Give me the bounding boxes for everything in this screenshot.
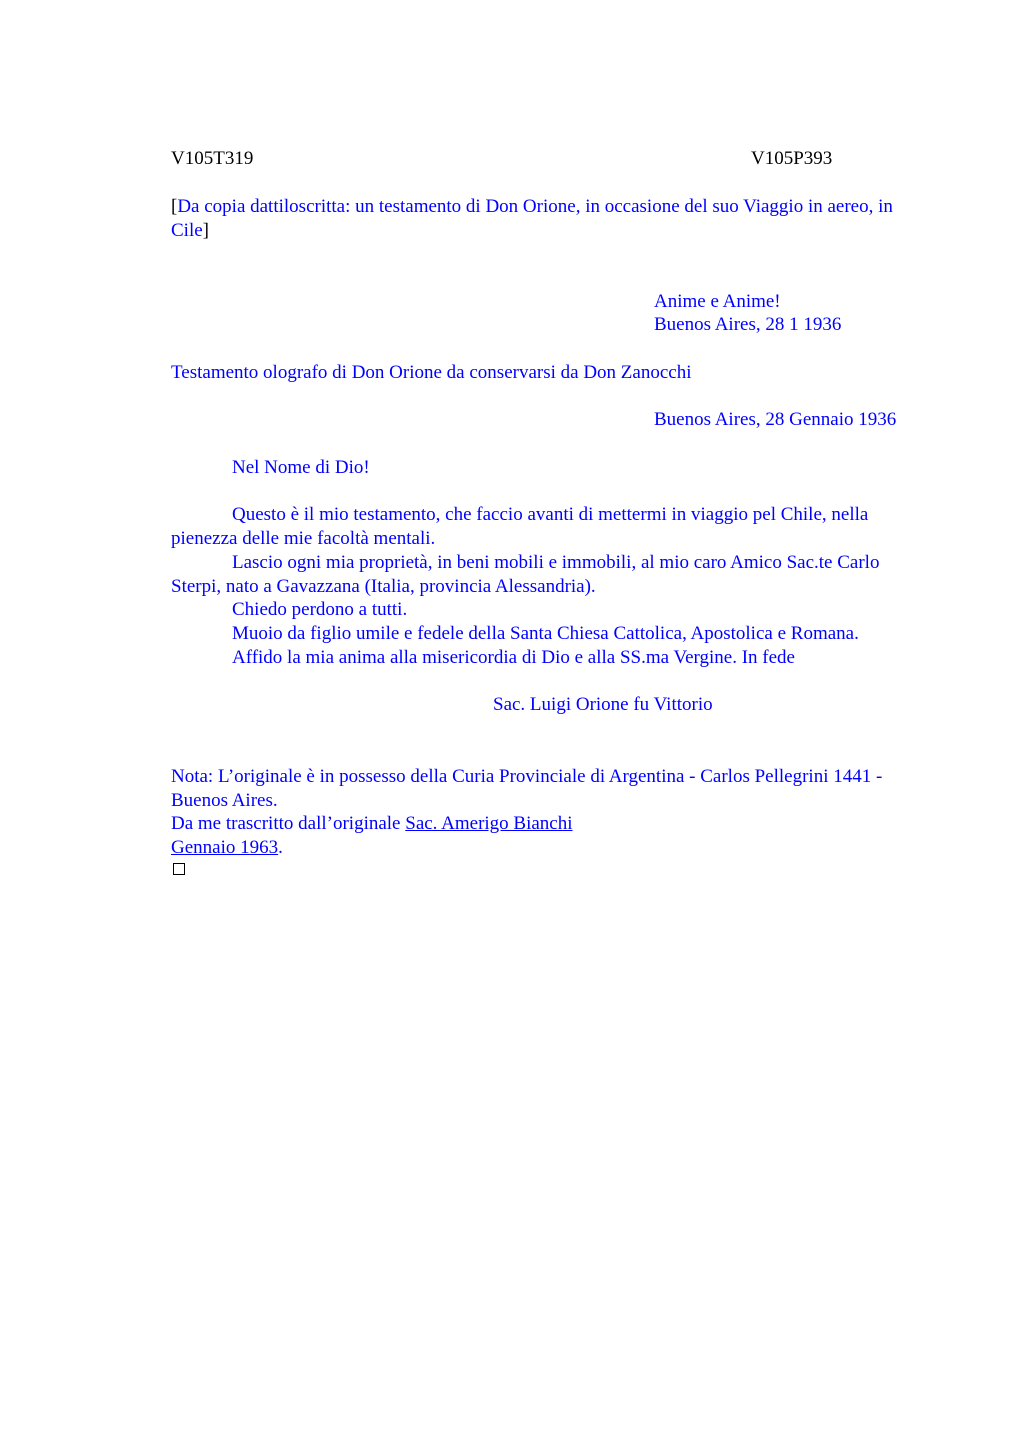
body-paragraph-4: Muoio da figlio umile e fedele della Santa Chiesa Cattolica, Apostolica e Romana.: [232, 623, 859, 644]
transcription-date: Gennaio 1963: [171, 837, 279, 858]
left-code: V105T319: [171, 148, 254, 169]
invocation: Nel Nome di Dio!: [232, 457, 370, 478]
motto-date: Buenos Aires, 28 1 1936: [654, 314, 842, 335]
intro-note: [171, 195, 911, 242]
body-paragraph-2: Lascio ogni mia proprietà, in beni mobili e immobili, al mio caro Amico Sac.te Carlo Sterpi, nato a Gavazzana (Italia, provincia Alessandria).: [171, 552, 880, 597]
transcription-line: [171, 812, 573, 836]
intro-close-bracket: ]: [202, 219, 209, 241]
motto-line: Anime e Anime!: [654, 291, 781, 312]
body-paragraph-3: Chiedo perdono a tutti.: [232, 599, 408, 620]
transcription-date-suffix: .: [278, 837, 283, 858]
right-code: V105P393: [751, 148, 833, 169]
transcriber-name: Sac. Amerigo Bianchi: [405, 813, 573, 834]
checkbox-glyph-icon: [173, 863, 185, 875]
transcription-date-line: [171, 836, 283, 860]
body-paragraph-1: Questo è il mio testamento, che faccio avanti di mettermi in viaggio pel Chile, nella pienezza delle mie facoltà mentali.: [171, 504, 869, 549]
transcription-prefix: Da me trascritto dall’originale: [171, 813, 406, 834]
body-paragraph-5: Affido la mia anima alla misericordia di Dio e alla SS.ma Vergine. In fede: [232, 647, 795, 668]
intro-text: Da copia dattiloscritta: un testamento di Don Orione, in occasione del suo Viaggio in aereo, in Cile: [171, 196, 893, 241]
signature: Sac. Luigi Orione fu Vittorio: [493, 694, 713, 715]
note-paragraph: Nota: L’originale è in possesso della Curia Provinciale di Argentina - Carlos Pellegrini 1441 - Buenos Aires.: [171, 766, 883, 811]
intro-open-bracket: [: [171, 196, 178, 217]
document-subtitle: Testamento olografo di Don Orione da conservarsi da Don Zanocchi: [171, 362, 692, 383]
date-line: Buenos Aires, 28 Gennaio 1936: [654, 409, 897, 430]
